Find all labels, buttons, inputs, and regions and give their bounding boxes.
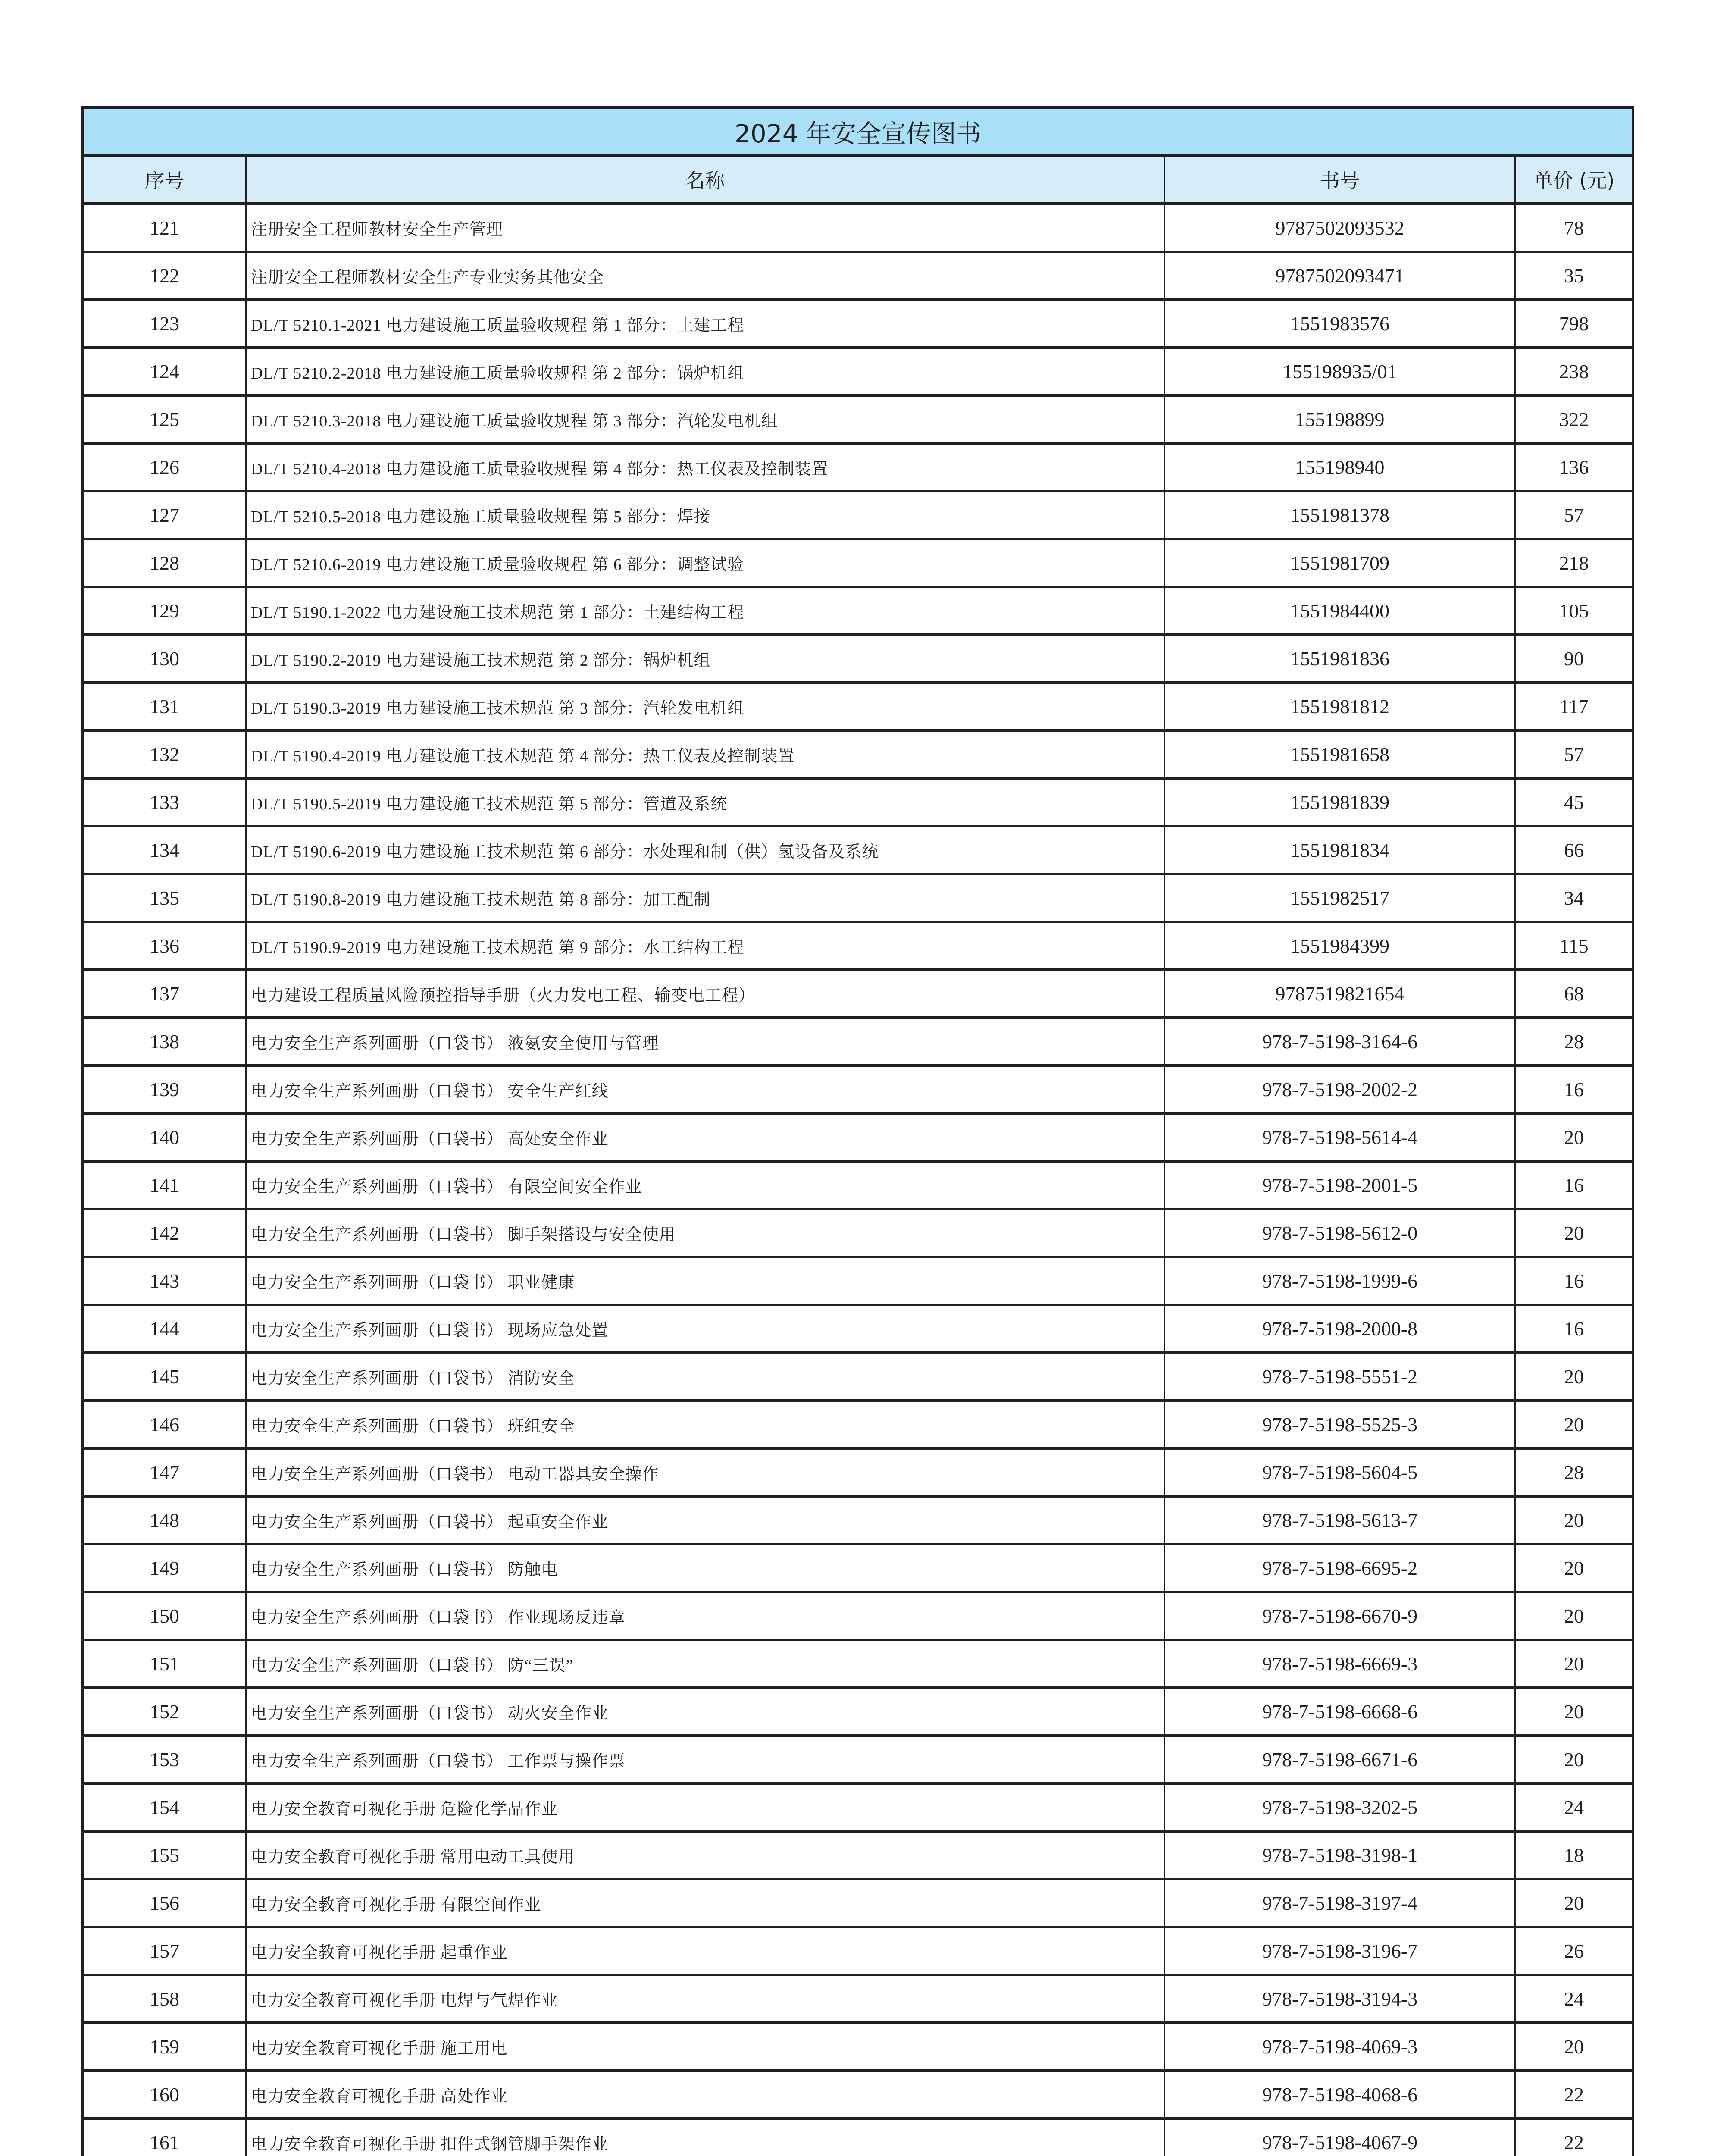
cell-serial-number: 125	[83, 395, 246, 443]
cell-serial-number: 154	[83, 1783, 246, 1831]
cell-book-number: 155198935/01	[1164, 348, 1515, 395]
cell-book-name: DL/T 5190.1-2022 电力建设施工技术规范 第 1 部分：土建结构工程	[246, 587, 1164, 635]
table-row	[83, 1975, 1633, 2023]
cell-serial-number: 136	[83, 922, 246, 970]
table-row	[83, 491, 1633, 539]
cell-book-name: 注册安全工程师教材安全生产专业实务其他安全	[246, 252, 1164, 300]
cell-book-name: 电力安全生产系列画册（口袋书） 动火安全作业	[246, 1688, 1164, 1736]
table-title-row	[83, 107, 1633, 156]
cell-unit-price: 20	[1515, 1113, 1633, 1161]
cell-book-name: 电力安全生产系列画册（口袋书） 有限空间安全作业	[246, 1161, 1164, 1209]
cell-serial-number: 141	[83, 1161, 246, 1209]
table-row	[83, 348, 1633, 395]
cell-serial-number: 143	[83, 1257, 246, 1305]
cell-book-number: 1551981812	[1164, 683, 1515, 730]
table-row	[83, 1448, 1633, 1496]
cell-unit-price: 45	[1515, 778, 1633, 826]
cell-book-name: 电力安全生产系列画册（口袋书） 工作票与操作票	[246, 1736, 1164, 1783]
cell-serial-number: 148	[83, 1496, 246, 1544]
cell-unit-price: 16	[1515, 1305, 1633, 1353]
cell-book-name: DL/T 5210.3-2018 电力建设施工质量验收规程 第 3 部分：汽轮发电机组	[246, 395, 1164, 443]
cell-serial-number: 161	[83, 2118, 246, 2156]
cell-unit-price: 136	[1515, 443, 1633, 491]
cell-book-number: 1551981839	[1164, 778, 1515, 826]
cell-unit-price: 105	[1515, 587, 1633, 635]
cell-book-name: 电力安全生产系列画册（口袋书） 班组安全	[246, 1401, 1164, 1448]
table-row	[83, 1544, 1633, 1592]
cell-book-number: 1551983576	[1164, 300, 1515, 348]
cell-book-name: 注册安全工程师教材安全生产管理	[246, 204, 1164, 252]
table-row	[83, 252, 1633, 300]
cell-book-name: 电力安全生产系列画册（口袋书） 防触电	[246, 1544, 1164, 1592]
cell-book-name: DL/T 5190.6-2019 电力建设施工技术规范 第 6 部分：水处理和制（供）氢设备及系统	[246, 826, 1164, 874]
cell-book-number: 978-7-5198-5525-3	[1164, 1401, 1515, 1448]
table-row	[83, 2071, 1633, 2118]
cell-book-name: 电力安全生产系列画册（口袋书） 脚手架搭设与安全使用	[246, 1209, 1164, 1257]
table-row	[83, 1496, 1633, 1544]
cell-book-name: 电力安全教育可视化手册 扣件式钢管脚手架作业	[246, 2118, 1164, 2156]
cell-serial-number: 160	[83, 2071, 246, 2118]
cell-serial-number: 135	[83, 874, 246, 922]
table-row	[83, 826, 1633, 874]
cell-book-number: 978-7-5198-2002-2	[1164, 1065, 1515, 1113]
cell-serial-number: 159	[83, 2023, 246, 2071]
table-row	[83, 1209, 1633, 1257]
cell-serial-number: 149	[83, 1544, 246, 1592]
cell-serial-number: 122	[83, 252, 246, 300]
cell-unit-price: 20	[1515, 1736, 1633, 1783]
table-row	[83, 683, 1633, 730]
cell-book-number: 1551981658	[1164, 730, 1515, 778]
table-row	[83, 635, 1633, 683]
cell-book-number: 978-7-5198-4069-3	[1164, 2023, 1515, 2071]
cell-serial-number: 155	[83, 1831, 246, 1879]
cell-serial-number: 132	[83, 730, 246, 778]
cell-serial-number: 146	[83, 1401, 246, 1448]
cell-serial-number: 144	[83, 1305, 246, 1353]
table-row	[83, 1831, 1633, 1879]
cell-unit-price: 218	[1515, 539, 1633, 587]
cell-unit-price: 35	[1515, 252, 1633, 300]
cell-unit-price: 28	[1515, 1018, 1633, 1065]
cell-book-name: 电力安全教育可视化手册 危险化学品作业	[246, 1783, 1164, 1831]
table-row	[83, 1927, 1633, 1975]
table-row	[83, 1592, 1633, 1640]
cell-serial-number: 131	[83, 683, 246, 730]
cell-book-name: DL/T 5190.3-2019 电力建设施工技术规范 第 3 部分：汽轮发电机组	[246, 683, 1164, 730]
cell-unit-price: 798	[1515, 300, 1633, 348]
cell-book-name: 电力安全生产系列画册（口袋书） 职业健康	[246, 1257, 1164, 1305]
cell-unit-price: 34	[1515, 874, 1633, 922]
cell-book-number: 1551984399	[1164, 922, 1515, 970]
cell-serial-number: 150	[83, 1592, 246, 1640]
cell-book-name: 电力安全教育可视化手册 起重作业	[246, 1927, 1164, 1975]
column-header-serial-number: 序号	[83, 155, 246, 204]
cell-serial-number: 158	[83, 1975, 246, 2023]
cell-unit-price: 22	[1515, 2118, 1633, 2156]
cell-book-name: 电力建设工程质量风险预控指导手册（火力发电工程、输变电工程）	[246, 970, 1164, 1018]
table-row	[83, 1736, 1633, 1783]
cell-serial-number: 126	[83, 443, 246, 491]
cell-book-name: DL/T 5210.4-2018 电力建设施工质量验收规程 第 4 部分：热工仪表及控制装置	[246, 443, 1164, 491]
cell-unit-price: 238	[1515, 348, 1633, 395]
cell-book-name: 电力安全生产系列画册（口袋书） 高处安全作业	[246, 1113, 1164, 1161]
table-row	[83, 539, 1633, 587]
cell-book-name: 电力安全教育可视化手册 施工用电	[246, 2023, 1164, 2071]
cell-serial-number: 157	[83, 1927, 246, 1975]
table-row	[83, 395, 1633, 443]
cell-book-number: 1551981378	[1164, 491, 1515, 539]
cell-book-number: 978-7-5198-3202-5	[1164, 1783, 1515, 1831]
table-row	[83, 1353, 1633, 1401]
cell-serial-number: 133	[83, 778, 246, 826]
cell-serial-number: 153	[83, 1736, 246, 1783]
cell-book-number: 978-7-5198-5551-2	[1164, 1353, 1515, 1401]
cell-book-number: 978-7-5198-5612-0	[1164, 1209, 1515, 1257]
cell-book-name: 电力安全生产系列画册（口袋书） 防“三误”	[246, 1640, 1164, 1688]
cell-book-name: DL/T 5210.2-2018 电力建设施工质量验收规程 第 2 部分：锅炉机组	[246, 348, 1164, 395]
table-row	[83, 2023, 1633, 2071]
cell-unit-price: 24	[1515, 1975, 1633, 2023]
cell-book-number: 978-7-5198-5613-7	[1164, 1496, 1515, 1544]
cell-book-name: DL/T 5190.5-2019 电力建设施工技术规范 第 5 部分：管道及系统	[246, 778, 1164, 826]
cell-book-number: 1551981709	[1164, 539, 1515, 587]
cell-book-number: 978-7-5198-4067-9	[1164, 2118, 1515, 2156]
cell-unit-price: 20	[1515, 1592, 1633, 1640]
cell-book-number: 978-7-5198-6669-3	[1164, 1640, 1515, 1688]
cell-book-number: 978-7-5198-3198-1	[1164, 1831, 1515, 1879]
cell-unit-price: 57	[1515, 491, 1633, 539]
cell-serial-number: 139	[83, 1065, 246, 1113]
cell-serial-number: 138	[83, 1018, 246, 1065]
cell-book-number: 978-7-5198-3197-4	[1164, 1879, 1515, 1927]
table-row	[83, 922, 1633, 970]
table-row	[83, 1783, 1633, 1831]
cell-book-number: 978-7-5198-5604-5	[1164, 1448, 1515, 1496]
table-row	[83, 300, 1633, 348]
cell-book-name: 电力安全生产系列画册（口袋书） 起重安全作业	[246, 1496, 1164, 1544]
cell-unit-price: 117	[1515, 683, 1633, 730]
cell-book-name: DL/T 5190.8-2019 电力建设施工技术规范 第 8 部分：加工配制	[246, 874, 1164, 922]
cell-unit-price: 115	[1515, 922, 1633, 970]
cell-book-name: DL/T 5210.5-2018 电力建设施工质量验收规程 第 5 部分：焊接	[246, 491, 1164, 539]
cell-unit-price: 66	[1515, 826, 1633, 874]
cell-book-number: 978-7-5198-6668-6	[1164, 1688, 1515, 1736]
cell-serial-number: 130	[83, 635, 246, 683]
cell-book-name: DL/T 5210.1-2021 电力建设施工质量验收规程 第 1 部分：土建工程	[246, 300, 1164, 348]
cell-serial-number: 145	[83, 1353, 246, 1401]
cell-unit-price: 24	[1515, 1783, 1633, 1831]
cell-book-number: 155198940	[1164, 443, 1515, 491]
cell-serial-number: 128	[83, 539, 246, 587]
cell-unit-price: 68	[1515, 970, 1633, 1018]
cell-book-number: 978-7-5198-6670-9	[1164, 1592, 1515, 1640]
cell-book-number: 9787502093471	[1164, 252, 1515, 300]
cell-serial-number: 134	[83, 826, 246, 874]
cell-book-number: 1551984400	[1164, 587, 1515, 635]
cell-serial-number: 156	[83, 1879, 246, 1927]
column-header-unit-price: 单价 (元)	[1515, 155, 1633, 204]
table-row	[83, 1018, 1633, 1065]
cell-serial-number: 137	[83, 970, 246, 1018]
cell-unit-price: 20	[1515, 1401, 1633, 1448]
cell-unit-price: 78	[1515, 204, 1633, 252]
table-row	[83, 970, 1633, 1018]
cell-book-name: 电力安全教育可视化手册 电焊与气焊作业	[246, 1975, 1164, 2023]
cell-unit-price: 20	[1515, 1879, 1633, 1927]
cell-unit-price: 20	[1515, 1209, 1633, 1257]
cell-unit-price: 20	[1515, 1544, 1633, 1592]
column-header-name: 名称	[246, 155, 1164, 204]
cell-book-number: 1551982517	[1164, 874, 1515, 922]
cell-serial-number: 140	[83, 1113, 246, 1161]
cell-book-number: 978-7-5198-5614-4	[1164, 1113, 1515, 1161]
cell-serial-number: 124	[83, 348, 246, 395]
cell-unit-price: 322	[1515, 395, 1633, 443]
cell-book-number: 1551981836	[1164, 635, 1515, 683]
table-body	[83, 204, 1633, 2156]
table-row	[83, 1879, 1633, 1927]
cell-serial-number: 127	[83, 491, 246, 539]
table-row	[83, 730, 1633, 778]
cell-serial-number: 152	[83, 1688, 246, 1736]
cell-book-number: 978-7-5198-3164-6	[1164, 1018, 1515, 1065]
table-row	[83, 874, 1633, 922]
cell-unit-price: 90	[1515, 635, 1633, 683]
cell-book-name: DL/T 5190.9-2019 电力建设施工技术规范 第 9 部分：水工结构工程	[246, 922, 1164, 970]
table-row	[83, 1065, 1633, 1113]
cell-unit-price: 28	[1515, 1448, 1633, 1496]
cell-book-name: 电力安全生产系列画册（口袋书） 电动工器具安全操作	[246, 1448, 1164, 1496]
table-row	[83, 204, 1633, 252]
table-row	[83, 443, 1633, 491]
cell-book-number: 978-7-5198-1999-6	[1164, 1257, 1515, 1305]
cell-book-number: 9787502093532	[1164, 204, 1515, 252]
cell-unit-price: 16	[1515, 1065, 1633, 1113]
book-catalog-table	[81, 106, 1634, 2156]
cell-serial-number: 121	[83, 204, 246, 252]
cell-book-number: 9787519821654	[1164, 970, 1515, 1018]
cell-unit-price: 22	[1515, 2071, 1633, 2118]
table-row	[83, 1161, 1633, 1209]
cell-book-number: 1551981834	[1164, 826, 1515, 874]
cell-book-number: 978-7-5198-3194-3	[1164, 1975, 1515, 2023]
cell-unit-price: 16	[1515, 1161, 1633, 1209]
cell-book-number: 978-7-5198-2001-5	[1164, 1161, 1515, 1209]
table-row	[83, 1688, 1633, 1736]
cell-book-number: 978-7-5198-6695-2	[1164, 1544, 1515, 1592]
column-header-book-number: 书号	[1164, 155, 1515, 204]
column-header-row	[83, 155, 1633, 204]
cell-book-name: 电力安全生产系列画册（口袋书） 作业现场反违章	[246, 1592, 1164, 1640]
cell-book-name: 电力安全教育可视化手册 有限空间作业	[246, 1879, 1164, 1927]
cell-book-number: 978-7-5198-4068-6	[1164, 2071, 1515, 2118]
cell-serial-number: 147	[83, 1448, 246, 1496]
cell-book-name: 电力安全生产系列画册（口袋书） 现场应急处置	[246, 1305, 1164, 1353]
cell-serial-number: 123	[83, 300, 246, 348]
cell-book-number: 978-7-5198-3196-7	[1164, 1927, 1515, 1975]
cell-unit-price: 20	[1515, 2023, 1633, 2071]
table-title: 2024 年安全宣传图书	[83, 107, 1633, 156]
cell-unit-price: 18	[1515, 1831, 1633, 1879]
table-row	[83, 2118, 1633, 2156]
cell-unit-price: 57	[1515, 730, 1633, 778]
cell-serial-number: 129	[83, 587, 246, 635]
table-row	[83, 1640, 1633, 1688]
cell-book-name: 电力安全生产系列画册（口袋书） 消防安全	[246, 1353, 1164, 1401]
cell-unit-price: 20	[1515, 1640, 1633, 1688]
cell-serial-number: 151	[83, 1640, 246, 1688]
cell-book-number: 978-7-5198-6671-6	[1164, 1736, 1515, 1783]
cell-book-name: 电力安全教育可视化手册 常用电动工具使用	[246, 1831, 1164, 1879]
cell-unit-price: 20	[1515, 1496, 1633, 1544]
table-row	[83, 1113, 1633, 1161]
cell-book-name: 电力安全教育可视化手册 高处作业	[246, 2071, 1164, 2118]
cell-unit-price: 20	[1515, 1353, 1633, 1401]
cell-book-name: 电力安全生产系列画册（口袋书） 液氨安全使用与管理	[246, 1018, 1164, 1065]
table-row	[83, 778, 1633, 826]
cell-book-name: DL/T 5190.4-2019 电力建设施工技术规范 第 4 部分：热工仪表及控制装置	[246, 730, 1164, 778]
cell-book-name: DL/T 5210.6-2019 电力建设施工质量验收规程 第 6 部分：调整试验	[246, 539, 1164, 587]
cell-book-name: DL/T 5190.2-2019 电力建设施工技术规范 第 2 部分：锅炉机组	[246, 635, 1164, 683]
cell-book-number: 155198899	[1164, 395, 1515, 443]
table-row	[83, 587, 1633, 635]
cell-book-number: 978-7-5198-2000-8	[1164, 1305, 1515, 1353]
cell-unit-price: 20	[1515, 1688, 1633, 1736]
cell-book-name: 电力安全生产系列画册（口袋书） 安全生产红线	[246, 1065, 1164, 1113]
table-row	[83, 1401, 1633, 1448]
table-row	[83, 1305, 1633, 1353]
cell-unit-price: 16	[1515, 1257, 1633, 1305]
cell-serial-number: 142	[83, 1209, 246, 1257]
cell-unit-price: 26	[1515, 1927, 1633, 1975]
table-row	[83, 1257, 1633, 1305]
